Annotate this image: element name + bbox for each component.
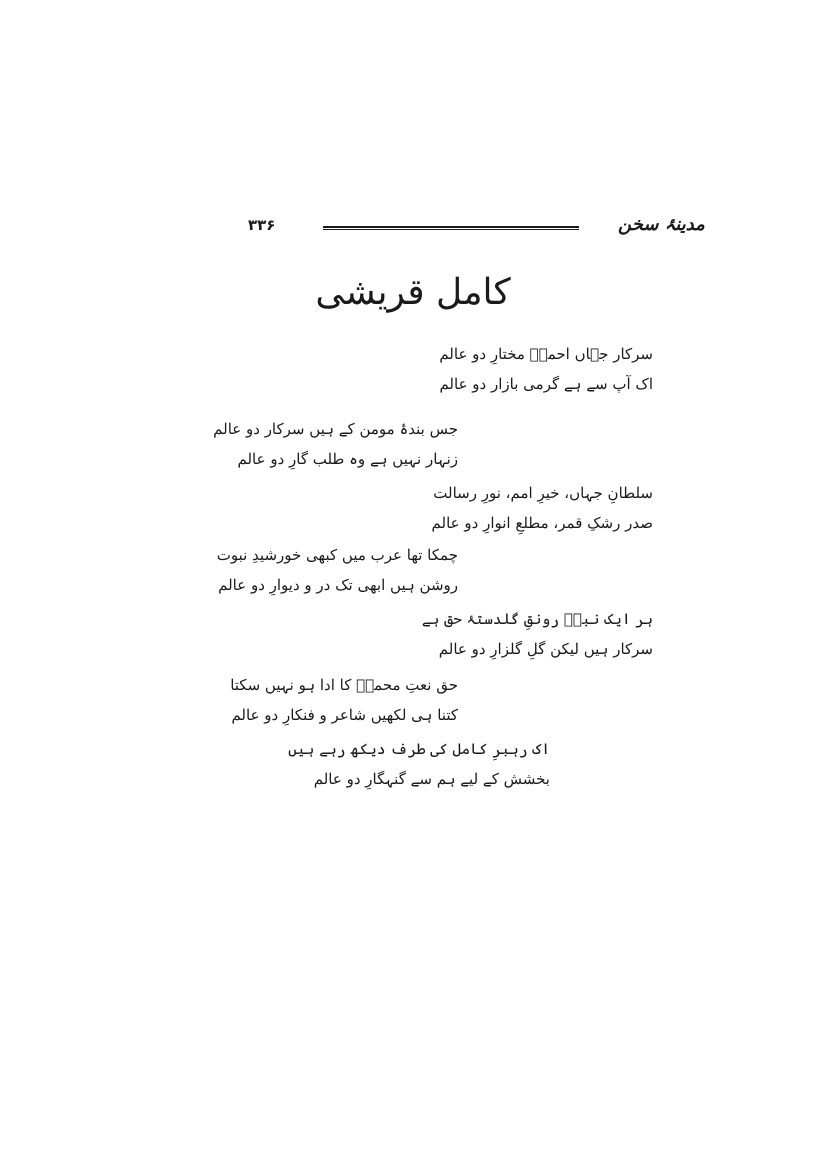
couplet <box>288 740 550 800</box>
couplet <box>217 546 458 606</box>
couplet-line: کتنا ہی لکھیں شاعر و فنکارِ دو عالم <box>231 706 458 724</box>
couplet-line: جس بندۂ مومن کے ہیں سرکار دو عالم <box>213 420 458 438</box>
running-title: مدینۂ سخن <box>618 214 705 235</box>
couplet-line: حق نعتِ محمدؐ کا ادا ہو نہیں سکتا <box>230 676 458 694</box>
couplet <box>439 345 653 405</box>
couplet <box>213 420 458 480</box>
couplet-line: اک رہبرِ کامل کی طرف دیکھ رہے ہیں <box>288 740 550 758</box>
couplet-line: ہر ایک نبیؑ رونقِ گلدستۂ حق ہے <box>421 610 653 628</box>
header-rule <box>323 226 579 230</box>
couplet-line: زنہار نہیں ہے وہ طلب گارِ دو عالم <box>237 450 458 468</box>
couplet <box>432 484 653 544</box>
couplet <box>230 676 458 736</box>
couplet-line: اک آپ سے ہے گرمی بازار دو عالم <box>439 375 653 393</box>
couplet-line: صدر رشکِ قمر، مطلعِ انوارِ دو عالم <box>431 514 653 532</box>
couplet-line: سرکار جہاں احمدؐ مختارِ دو عالم <box>439 345 653 363</box>
couplet <box>422 610 653 670</box>
couplet-line: چمکا تھا عرب میں کبھی خورشیدِ نبوت <box>216 546 458 564</box>
couplet-line: بخشش کے لیے ہم سے گنہگارِ دو عالم <box>313 770 550 788</box>
couplet-line: روشن ہیں ابھی تک در و دیوارِ دو عالم <box>218 576 458 594</box>
page-number: ۳۳۶ <box>248 216 276 234</box>
couplet-line: سرکار ہیں لیکن گلِ گلزارِ دو عالم <box>438 640 653 658</box>
poem-title: کامل قریشی <box>315 272 511 313</box>
page-header <box>0 214 826 244</box>
couplet-line: سلطانِ جہاں، خیرِ امم، نورِ رسالت <box>433 484 653 502</box>
